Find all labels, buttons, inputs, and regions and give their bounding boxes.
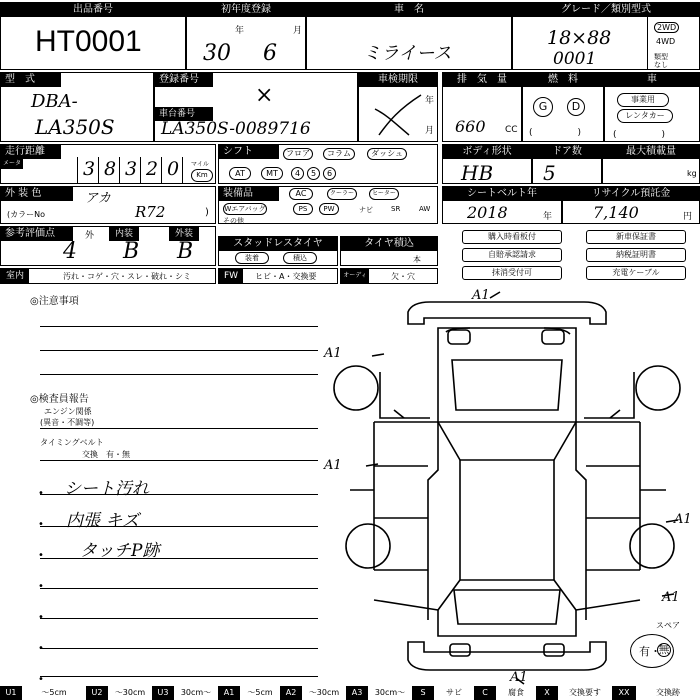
- equip-other: その他: [223, 217, 244, 225]
- timing-belt-label: タイミングベルト: [40, 438, 104, 447]
- shift-6: 6: [323, 167, 336, 180]
- tire-loaded-unit: 本: [413, 255, 421, 264]
- fw-items: ヒビ・A・交換要: [255, 272, 317, 281]
- legend-value: 交換要す: [569, 688, 601, 697]
- lot-number-box: [0, 2, 186, 70]
- color-value: アカ: [85, 191, 111, 206]
- mileage-digit: 0: [167, 158, 180, 180]
- shift-4: 4: [291, 167, 304, 180]
- recycle-label: リサイクル預託金: [563, 187, 699, 201]
- studless-fitted: 装着: [235, 252, 269, 264]
- purpose-rental: レンタカー: [617, 109, 673, 123]
- equip-ac: AC: [289, 188, 313, 200]
- spare-no: 無: [658, 643, 670, 656]
- damage-mark-a1: A1: [324, 458, 342, 473]
- displacement-value: 660: [455, 117, 486, 136]
- seatbelt-year-unit: 年: [543, 212, 553, 222]
- type-none: 類型なし: [654, 53, 668, 69]
- audio-label: オーディオ: [341, 269, 369, 283]
- legend-value: 腐食: [508, 688, 524, 697]
- legend-value: ～30cm: [114, 688, 146, 697]
- audio-box: [340, 268, 438, 293]
- fuel-box: [522, 72, 604, 142]
- capacity-label: 最大積載量: [603, 145, 699, 159]
- door-count: 5: [543, 161, 556, 185]
- displacement-label: 排 気 量: [443, 73, 521, 87]
- mileage-digits: [77, 157, 181, 183]
- damage-legend: [0, 686, 700, 700]
- engine-label: エンジン関係: [44, 407, 92, 416]
- seatbelt-box: [442, 186, 562, 224]
- displacement-unit: CC: [505, 125, 518, 135]
- chassis-label: 車台番号: [155, 107, 213, 121]
- equip-aw: AW: [419, 205, 431, 213]
- legend-value: 交換跡: [656, 688, 680, 697]
- mileage-digit: 3: [125, 158, 138, 180]
- car-name-label: 車 名: [307, 3, 511, 17]
- inspection-label: 車検期限: [359, 73, 437, 87]
- bullet-dots: • • • • • • •: [38, 488, 44, 685]
- handwritten-note: タッチP跡: [80, 541, 160, 561]
- inspection-year-unit: 年: [425, 96, 435, 106]
- mileage-label: 走行距離: [1, 145, 61, 159]
- mileage-digit: 3: [83, 158, 96, 180]
- color-number-label: (カラーNo: [7, 210, 45, 219]
- timing-belt-sub: 交換 有・無: [82, 450, 130, 459]
- fuel-label: 燃 料: [523, 73, 603, 87]
- doc-tax-certificate: 納税証明書: [586, 248, 686, 262]
- car-diagram: [320, 290, 700, 686]
- first-registration-month: 6: [263, 41, 277, 66]
- purpose-label: 車: [605, 73, 699, 87]
- score-label: 参考評価点: [1, 227, 73, 241]
- recycle-box: [562, 186, 700, 224]
- recycle-unit: 円: [683, 212, 693, 222]
- caution-title: ◎注意事項: [30, 296, 79, 307]
- legend-key: S: [412, 686, 434, 700]
- inspection-box: [358, 72, 438, 142]
- fw-label: FW: [219, 269, 243, 283]
- year-unit: 年: [235, 26, 245, 36]
- meter-label: メーター: [2, 160, 21, 177]
- spare-yes: 有: [639, 645, 650, 658]
- interior-label: 内装: [109, 227, 139, 241]
- studless-box: [218, 236, 338, 266]
- registration-mark: ×: [255, 83, 274, 108]
- handwritten-note: シート汚れ: [64, 479, 149, 499]
- fw-box: [218, 268, 338, 284]
- seatbelt-label: シートベルト年: [443, 187, 561, 201]
- spare-indicator: 有 ・ 無: [630, 634, 674, 668]
- legend-key: X: [536, 686, 558, 700]
- lot-number: HT0001: [35, 25, 142, 58]
- legend-key: U2: [86, 686, 108, 700]
- seatbelt-year: 2018: [467, 203, 508, 222]
- tire-loaded-label: タイヤ積込: [341, 237, 437, 251]
- exterior-score: B: [177, 239, 194, 264]
- grade-code: 18×88: [547, 27, 612, 49]
- chassis-number: LA350S-0089716: [161, 119, 311, 139]
- mileage-unit-mile: マイル: [191, 161, 209, 168]
- inspection-month-unit: 月: [425, 126, 435, 136]
- capacity-box: [602, 144, 700, 184]
- spare-label: スペア: [656, 621, 680, 630]
- interior-condition-items: 汚れ・コゲ・穴・スレ・破れ・シミ: [63, 272, 191, 281]
- mileage-digit: 2: [146, 158, 159, 180]
- equipment-box: [218, 186, 438, 224]
- legend-key: A1: [218, 686, 240, 700]
- inspector-title: ◎検査員報告: [30, 394, 89, 405]
- shift-box: [218, 144, 438, 184]
- body-type-box: [442, 144, 532, 184]
- month-unit: 月: [293, 26, 303, 36]
- first-registration-box: [186, 2, 306, 70]
- purpose-box: [604, 72, 700, 142]
- body-type-label: ボディ形状: [443, 145, 531, 159]
- equip-sr: SR: [391, 205, 401, 213]
- registration-label: 登録番号: [155, 73, 213, 87]
- interior-condition-label: 室内: [1, 269, 29, 283]
- damage-mark-a1: A1: [510, 670, 528, 685]
- drive-2wd-option: 2WD: [654, 22, 679, 33]
- legend-value: 30cm～: [180, 688, 212, 697]
- shift-5: 5: [307, 167, 320, 180]
- recycle-amount: 7,140: [593, 203, 639, 222]
- shift-at: AT: [229, 167, 251, 180]
- doc-charge-cable: 充電ケーブル: [586, 266, 686, 280]
- studless-loaded: 積込: [283, 252, 317, 264]
- model-prefix: DBA-: [31, 91, 78, 112]
- color-number: R72: [135, 203, 166, 221]
- car-name-box: [306, 2, 512, 70]
- equip-heater: ヒーター: [369, 188, 399, 200]
- legend-key: A3: [346, 686, 368, 700]
- shift-mt: MT: [261, 167, 283, 180]
- first-registration-label: 初年度登録: [187, 3, 305, 17]
- equip-pw: PW: [319, 203, 339, 215]
- lot-number-label: 出品番号: [1, 3, 185, 17]
- drive-4wd-option: 4WD: [656, 37, 676, 46]
- engine-sub: (異音・不調等): [40, 418, 95, 427]
- grade-box: [512, 2, 700, 70]
- body-type: HB: [461, 161, 494, 185]
- mileage-unit-km: Km: [191, 169, 213, 182]
- legend-value: サビ: [446, 688, 462, 697]
- shift-label: シフト: [219, 145, 279, 159]
- equip-navi: ナビ: [359, 206, 373, 214]
- legend-key: A2: [280, 686, 302, 700]
- tire-loaded-box: [340, 236, 438, 266]
- legend-value: 30cm～: [374, 688, 406, 697]
- legend-key: U1: [0, 686, 22, 700]
- interior-condition-box: [0, 268, 216, 284]
- handwritten-note: 内張 キズ: [66, 511, 140, 531]
- fuel-diesel-option: D: [567, 98, 585, 116]
- grade-label: グレード／類別型式: [513, 3, 699, 17]
- legend-value: ～5cm: [41, 688, 67, 697]
- model-code: LA350S: [35, 115, 115, 139]
- color-label: 外 装 色: [1, 187, 73, 201]
- documents-grid: [442, 226, 700, 284]
- car-name: ミライース: [363, 43, 452, 64]
- inspection-cross-mark: [369, 91, 425, 139]
- model-label: 型 式: [1, 73, 61, 87]
- overall-score: 4: [63, 239, 77, 264]
- equip-cooler: クーラー: [327, 188, 357, 200]
- shift-floor: フロア: [283, 148, 313, 160]
- fuel-gasoline-option: G: [533, 97, 553, 117]
- door-count-label: ドア数: [533, 145, 601, 159]
- studless-label: スタッドレスタイヤ: [219, 237, 337, 251]
- score-exterior-mark: 外: [85, 231, 95, 241]
- equip-ps: PS: [293, 203, 313, 215]
- model-box: [0, 72, 154, 142]
- score-box: [0, 226, 216, 266]
- legend-key: XX: [612, 686, 636, 700]
- mileage-digit: 8: [104, 158, 117, 180]
- color-box: 外 装 色 アカ (カラーNo R72 ): [0, 186, 216, 224]
- doc-liability-claim: 自賠承認請求: [462, 248, 562, 262]
- damage-mark-a1: A1: [472, 288, 490, 303]
- legend-key: U3: [152, 686, 174, 700]
- equipment-label: 装備品: [219, 187, 279, 201]
- doc-purchase-sign: 購入時看板付: [462, 230, 562, 244]
- registration-box: [154, 72, 358, 142]
- legend-value: ～30cm: [308, 688, 340, 697]
- shift-column: コラム: [323, 148, 355, 160]
- doc-warranty: 新車保証書: [586, 230, 686, 244]
- purpose-other: ( ): [613, 130, 666, 140]
- mileage-box: [0, 144, 216, 184]
- capacity-unit: kg: [687, 169, 697, 178]
- damage-mark-a1: A1: [662, 590, 680, 605]
- equip-airbag: Wエアバッグ: [224, 205, 266, 213]
- doc-cancellation: 抹消受付可: [462, 266, 562, 280]
- type-code: 0001: [553, 49, 597, 69]
- interior-score: B: [123, 239, 140, 264]
- exterior-label: 外装: [169, 227, 199, 241]
- purpose-business: 事業用: [617, 93, 669, 107]
- damage-mark-a1: A1: [674, 512, 692, 527]
- first-registration-year: 30: [203, 41, 231, 66]
- shift-dash: ダッシュ: [367, 148, 407, 160]
- fuel-other: ( ): [529, 128, 582, 138]
- damage-mark-a1: A1: [324, 346, 342, 361]
- legend-key: C: [474, 686, 496, 700]
- door-count-box: [532, 144, 602, 184]
- legend-value: ～5cm: [247, 688, 273, 697]
- audio-items: 欠・穴: [391, 272, 415, 281]
- displacement-box: [442, 72, 522, 142]
